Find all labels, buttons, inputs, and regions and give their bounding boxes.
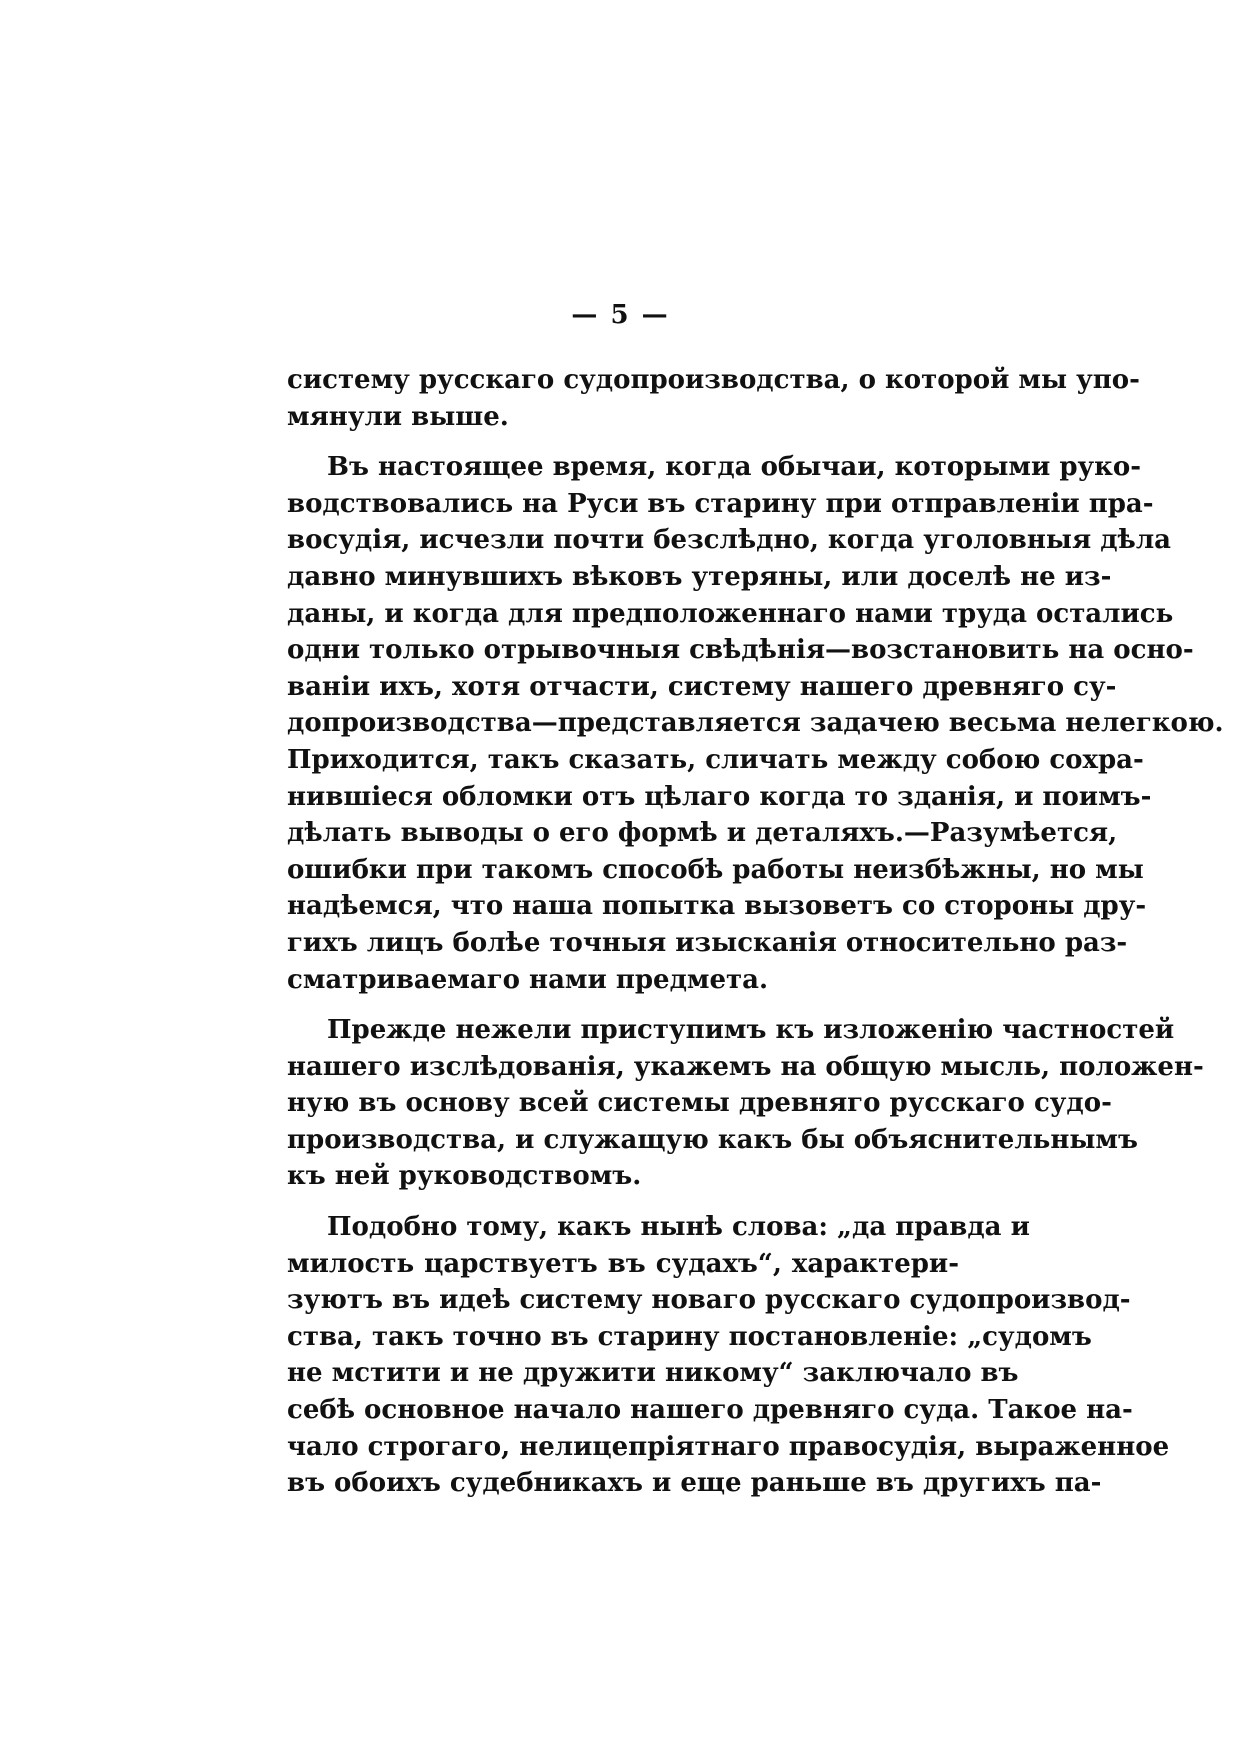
text-line: даны, и когда для предположеннаго нами труда остались — [287, 598, 1174, 629]
text-line: себѣ основное начало нашего древняго суда. Такое на- — [287, 1395, 1133, 1426]
text-line: дѣлать выводы о его формѣ и деталяхъ.—Разумѣется, — [287, 818, 1118, 849]
text-line: ства, такъ точно въ старину постановленіе: „судомъ — [287, 1321, 1092, 1352]
text-line: Подобно тому, какъ нынѣ слова: „да правда и — [327, 1212, 1030, 1243]
text-line: въ обоихъ судебникахъ и еще раньше въ другихъ па- — [287, 1468, 1102, 1499]
text-line: одни только отрывочныя свѣдѣнія—возстановить на осно- — [287, 635, 1194, 666]
text-line: надѣемся, что наша попытка вызоветъ со стороны дру- — [287, 891, 1147, 922]
text-line: къ ней руководствомъ. — [287, 1161, 642, 1192]
text-line: гихъ лицъ болѣе точныя изысканія относительно раз- — [287, 927, 1128, 958]
text-line: водствовались на Руси въ старину при отправленіи пра- — [287, 488, 1154, 519]
paragraph — [287, 1012, 1204, 1195]
text-line: Прежде нежели приступимъ къ изложенію частностей — [327, 1015, 1175, 1046]
paragraph — [287, 362, 1140, 435]
text-line: милость царствуетъ въ судахъ“, характери- — [287, 1248, 959, 1279]
text-line: сматриваемаго нами предмета. — [287, 964, 769, 995]
text-line: ную въ основу всей системы древняго русскаго судо- — [287, 1088, 1112, 1119]
text-line: Приходится, такъ сказать, сличать между собою сохра- — [287, 744, 1144, 775]
text-line: не мстити и не дружити никому“ заключало въ — [287, 1358, 1019, 1389]
text-line: допроизводства—представляется задачею весьма нелегкою. — [287, 708, 1224, 739]
paragraph — [287, 1209, 1170, 1502]
text-line: зуютъ въ идеѣ систему новаго русскаго судопроизвод- — [287, 1285, 1131, 1316]
text-line: ваніи ихъ, хотя отчасти, систему нашего древняго су- — [287, 671, 1117, 702]
text-line: чало строгаго, нелицепріятнаго правосудія, выраженное — [287, 1431, 1170, 1462]
text-line: давно минувшихъ вѣковъ утеряны, или доселѣ не из- — [287, 561, 1112, 592]
text-line: производства, и служащую какъ бы объяснительнымъ — [287, 1124, 1138, 1155]
text-line: нашего изслѣдованія, укажемъ на общую мысль, положен- — [287, 1051, 1204, 1082]
text-line: нившіеся обломки отъ цѣлаго когда то зданія, и поимъ- — [287, 781, 1152, 812]
text-line: восудія, исчезли почти безслѣдно, когда уголовныя дѣла — [287, 525, 1171, 556]
text-line: мянули выше. — [287, 401, 509, 432]
text-line: Въ настоящее время, когда обычаи, которыми руко- — [327, 452, 1142, 483]
body-text — [287, 362, 1224, 1502]
text-line: ошибки при такомъ способѣ работы неизбѣжны, но мы — [287, 854, 1144, 885]
page-number: — 5 — — [571, 300, 670, 330]
paragraph — [287, 449, 1224, 998]
text-line: систему русскаго судопроизводства, о которой мы упо- — [287, 365, 1140, 395]
